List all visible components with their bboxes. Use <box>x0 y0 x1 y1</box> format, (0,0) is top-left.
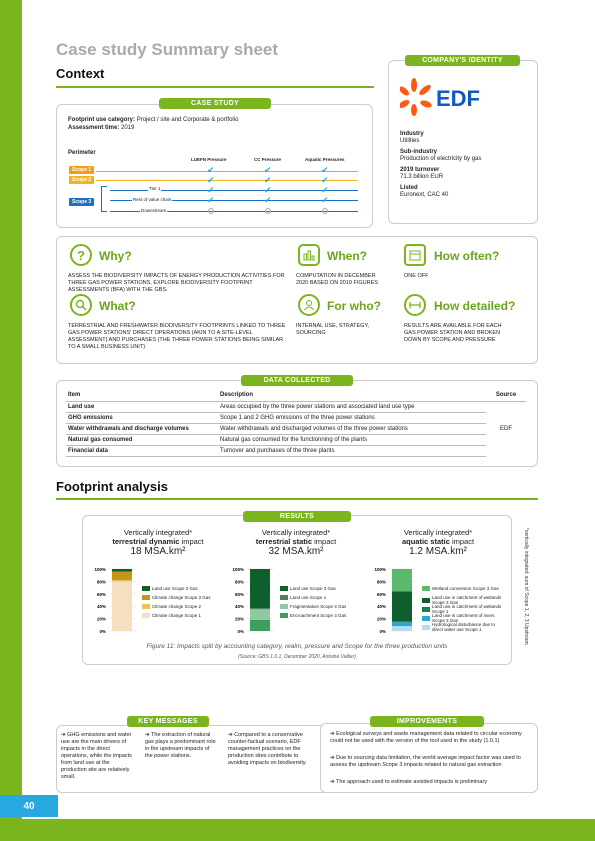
check-icon: ✔ <box>321 165 329 175</box>
legend-item <box>280 613 360 618</box>
check-icon: ✔ <box>264 175 272 185</box>
bar-segment <box>250 608 270 609</box>
legend-swatch <box>280 604 288 609</box>
person-icon <box>298 294 320 316</box>
width-arrows-icon <box>404 294 426 316</box>
improvement-2: ➔ Due to sourcing data limitation, the world average impact factor was used to assess the upstream Scope 3 impacts related to natural gas extraction <box>330 755 521 768</box>
check-icon: ✔ <box>321 175 329 185</box>
check-icon: ✔ <box>264 195 272 205</box>
legend-swatch <box>422 598 430 603</box>
arrow-right-icon: ➔ <box>330 731 335 737</box>
data-collected-label: DATA COLLECTED <box>241 375 353 386</box>
figure-caption: Figure 11: Impacts split by accounting category, realm, pressure and Scope for the three production units <box>146 643 448 650</box>
arrow-right-icon: ➔ <box>330 755 335 761</box>
bar-chart-icon <box>298 244 320 266</box>
how-detailed-title: How detailed? <box>434 299 516 313</box>
perimeter-label: Perimeter <box>68 150 96 156</box>
footprint-category: Footprint use category: Project / site and Corporate & portfolio <box>68 117 239 123</box>
empty-circle-icon <box>322 208 328 214</box>
legend-label: Climate change Scope 3 Gas <box>152 595 211 600</box>
col-cc: CC Pressure <box>254 157 282 162</box>
legend-swatch <box>142 586 150 591</box>
legend-swatch <box>142 595 150 600</box>
chart-title: Vertically integrated* terrestrial dynamic impact 18 MSA.km² <box>92 528 224 558</box>
bar-segment <box>112 581 132 631</box>
legend-item <box>142 595 222 600</box>
when-title: When? <box>327 249 367 263</box>
assessment-time: Assessment time: 2019 <box>68 125 135 131</box>
legend-label: Climate change Scope 1 <box>152 613 202 618</box>
y-tick-label: 0% <box>99 629 106 634</box>
check-icon: ✔ <box>207 185 215 195</box>
key-message-2: ➔ The extraction of natural gas plays a predominant role in the upstream impacts of the power stations. <box>145 732 216 759</box>
legend-swatch <box>280 595 288 600</box>
data-collected-table <box>66 390 526 457</box>
check-icon: ✔ <box>207 175 215 185</box>
legend-label: Encroachment Scope 3 Gas <box>290 613 347 618</box>
check-icon: ✔ <box>264 165 272 175</box>
when-text: COMPUTATION IN DECEMBER 2020 BASED ON 2019 FIGURES <box>296 273 378 286</box>
y-tick-label: 40% <box>376 604 386 610</box>
y-tick-label: 0% <box>379 629 386 634</box>
context-rule <box>56 86 374 88</box>
legend-swatch <box>280 586 288 591</box>
bar-segment <box>250 609 270 620</box>
legend-label: Land use Scope 3 Gas <box>152 586 198 591</box>
header-description: Description <box>218 390 486 401</box>
legend-label: Fragmentation Scope 3 Gas <box>290 604 347 609</box>
table-row: Financial data Turnover and purchases of the three plants <box>66 445 526 456</box>
legend-swatch <box>280 613 288 618</box>
bar-segment <box>392 621 412 622</box>
key-messages-label: KEY MESSAGES <box>127 716 209 727</box>
downstream-label: Downstream <box>141 208 167 213</box>
check-icon: ✔ <box>207 165 215 175</box>
y-tick-label: 20% <box>234 616 244 622</box>
check-icon: ✔ <box>321 185 329 195</box>
legend-label: Land use Scope 1 <box>290 595 327 600</box>
empty-circle-icon <box>208 208 214 214</box>
y-tick-label: 60% <box>376 591 386 597</box>
table-row: Water withdrawals and discharge volumes Water withdrawals and discharged volumes of the three power stations <box>66 423 526 434</box>
legend-swatch <box>422 607 430 612</box>
y-tick-label: 0% <box>237 629 244 634</box>
legend-swatch <box>422 616 430 621</box>
section-context-title: Context <box>56 66 105 81</box>
y-tick-label: 100% <box>94 567 106 572</box>
page-number: 40 <box>0 795 58 817</box>
how-often-title: How often? <box>434 249 500 263</box>
y-tick-label: 60% <box>234 591 244 597</box>
legend-item <box>280 586 360 591</box>
legend-item <box>142 613 222 618</box>
legend-label: Land use in catchment of wetlands Scope 3 Gas <box>432 595 502 605</box>
how-often-text: ONE OFF <box>404 273 429 279</box>
page-title: Case study Summary sheet <box>56 40 279 59</box>
identity-details: Industry Utilities Sub-industry Production of electricity by gas 2019 turnover 71.3 billion EUR Listed Euronext, CAC 40 <box>400 131 482 198</box>
header-source: Source <box>486 390 526 401</box>
y-tick-label: 80% <box>96 579 106 585</box>
legend-swatch <box>142 613 150 618</box>
bar-segment <box>392 622 412 626</box>
check-icon: ✔ <box>207 195 215 205</box>
chart-title: Vertically integrated* aquatic static impact 1.2 MSA.km² <box>372 528 504 558</box>
legend-item <box>280 604 360 609</box>
header-item: Item <box>66 390 218 401</box>
how-detailed-text: RESULTS ARE AVAILABLE FOR EACH GAS POWER STATION AND BROKEN DOWN BY SCOPE AND PRESSURE <box>404 323 502 343</box>
y-tick-label: 80% <box>376 579 386 585</box>
check-icon: ✔ <box>264 185 272 195</box>
source-cell: EDF <box>500 425 512 432</box>
what-title: What? <box>99 299 136 313</box>
arrow-right-icon: ➔ <box>228 732 233 738</box>
legend-swatch <box>142 604 150 609</box>
legend-label: Hydrological disturbance due to direct water use Scope 1 <box>432 622 496 632</box>
what-text: TERRESTRIAL AND FRESHWATER BIODIVERSITY FOOTPRINTS LINKED TO THREE GAS POWER STATIONS' DIRECT OPERATIONS (AKIN TO A SITE-LEVEL ASSESSMENT) AND PURCHASES (THE THREE POWER STATIONS BEING SIMILAR TO A SMALL BUSINESS UNIT) <box>68 323 286 350</box>
calendar-icon <box>404 244 426 266</box>
bar-segment <box>392 626 412 631</box>
table-row: Land use Areas occupied by the three power stations and associated land use type EDF <box>66 401 526 412</box>
empty-circle-icon <box>265 208 271 214</box>
table-row: GHG emissions Scope 1 and 2 GHG emissions of the three power stations <box>66 412 526 423</box>
magnifier-icon <box>70 294 92 316</box>
svg-text:EDF: EDF <box>436 86 480 111</box>
y-tick-label: 100% <box>374 567 386 572</box>
chart-title: Vertically integrated* terrestrial static impact 32 MSA.km² <box>230 528 362 558</box>
y-tick-label: 20% <box>376 616 386 622</box>
why-text: ASSESS THE BIODIVERSITY IMPACTS OF ENERGY PRODUCTION ACTIVITIES FOR THREE GAS POWER STATIONS, EXPLORE BIODIVERSITY FOOTPRINT ASSESSMENTS (BFA) WITH THE GBS. <box>68 273 285 293</box>
table-header-row <box>66 390 526 401</box>
scope3-bracket <box>101 186 107 212</box>
y-tick-label: 40% <box>234 604 244 610</box>
legend-label: Land use Scope 3 Gas <box>290 586 336 591</box>
arrow-right-icon: ➔ <box>61 732 66 738</box>
legend-item <box>280 595 360 600</box>
chart-svg <box>92 564 224 636</box>
arrow-right-icon: ➔ <box>330 779 335 785</box>
y-tick-label: 100% <box>232 567 244 572</box>
bar-segment <box>250 620 270 631</box>
bottom-accent-bar <box>0 819 595 841</box>
legend-item <box>422 586 502 591</box>
scope1-tag: Scope 1 <box>69 166 94 174</box>
improvement-3: ➔ The approach used to estimate avoided impacts is preliminary <box>330 779 488 785</box>
edf-logo-icon <box>400 78 500 118</box>
key-message-3: ➔ Compared to a conservative counter-factual scenario, EDF management practices on the production sites contribute to avoiding impacts on biodiversity. <box>228 732 307 766</box>
chart-total: 32 MSA.km² <box>268 546 324 557</box>
y-tick-label: 80% <box>234 579 244 585</box>
for-who-title: For who? <box>327 299 381 313</box>
table-row: Natural gas consumed Natural gas consumed for the functionning of the plants <box>66 434 526 445</box>
legend-label: Wetland conversion Scope 3 Gas <box>432 586 499 591</box>
scope1-line <box>96 171 358 172</box>
arrow-right-icon: ➔ <box>145 732 150 738</box>
y-tick-label: 20% <box>96 616 106 622</box>
y-tick-label: 40% <box>96 604 106 610</box>
check-icon: ✔ <box>321 195 329 205</box>
legend-label: Climate change Scope 2 <box>152 604 202 609</box>
bar-segment <box>112 569 132 571</box>
chart-total: 18 MSA.km² <box>130 546 186 557</box>
rest-label: Rest of value chain <box>133 197 172 202</box>
scope2-line <box>96 180 358 181</box>
bar-segment <box>392 569 412 591</box>
col-aquatic: Aquatic Pressures <box>305 157 345 162</box>
legend-label: Land use in catchment of wetlands Scope 1 <box>432 604 502 614</box>
tier1-label: Tier 1 <box>149 186 161 191</box>
improvements-label: IMPROVEMENTS <box>370 716 484 727</box>
footprint-rule <box>56 498 538 500</box>
legend-label: Land use in catchment of rivers Scope 3 Gas <box>432 613 495 623</box>
case-study-label: CASE STUDY <box>159 98 271 109</box>
legend-swatch <box>422 625 430 630</box>
legend-swatch <box>422 586 430 591</box>
legend-item <box>422 622 502 632</box>
col-luefn: LUEFN Pressure <box>191 157 227 162</box>
scope3-tag: Scope 3 <box>69 198 94 206</box>
bar-segment <box>250 569 270 608</box>
scope2-tag: Scope 2 <box>69 176 94 184</box>
side-note: *vertically integrated: sum of Scope 1, 2, 3 Upstream <box>523 528 529 645</box>
legend-item <box>142 604 222 609</box>
identity-label: COMPANY'S IDENTITY <box>405 55 520 66</box>
section-footprint-title: Footprint analysis <box>56 479 168 494</box>
edf-logo <box>400 78 500 123</box>
chart-svg <box>230 564 362 636</box>
results-label: RESULTS <box>243 511 351 522</box>
y-tick-label: 60% <box>96 591 106 597</box>
figure-source: (Source: GBS 1.0.1, December 2020, Antoine Vallier) <box>237 654 357 660</box>
left-accent-bar <box>0 0 22 820</box>
question-mark-icon: ? <box>70 244 92 266</box>
key-message-1: ➔ GHG emissions and water use are the main drivers of impacts in the direct operations, while the impacts from land use at the production site are relatively small. <box>61 732 132 780</box>
bar-segment <box>112 571 132 580</box>
for-who-text: INTERNAL USE, STRATEGY, SOURCING <box>296 323 369 336</box>
why-title: Why? <box>99 249 132 263</box>
chart-total: 1.2 MSA.km² <box>409 546 467 557</box>
bar-segment <box>112 580 132 581</box>
bar-segment <box>392 591 412 621</box>
improvement-1: ➔ Ecological surveys and waste management data related to circular economy could not be used with the version of the tool used in the study (1.0.1) <box>330 731 522 744</box>
legend-item <box>142 586 222 591</box>
